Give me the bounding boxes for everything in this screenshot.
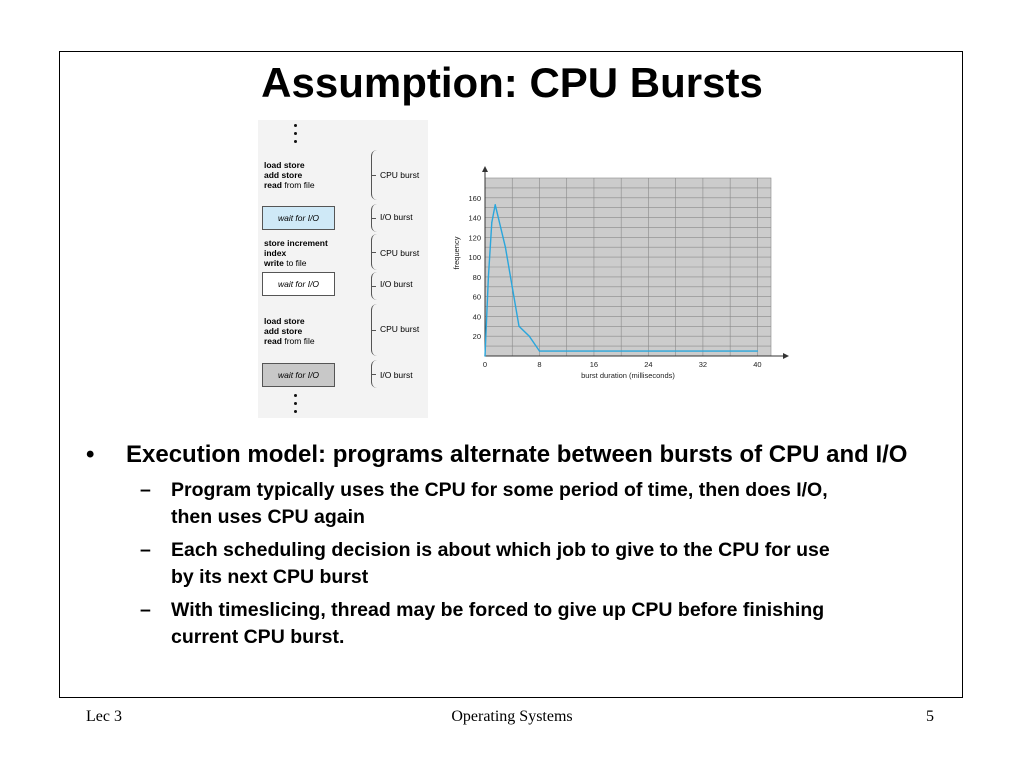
y-axis-arrow-icon — [482, 166, 488, 172]
y-tick-label: 120 — [468, 233, 481, 243]
sub-bullet — [86, 597, 831, 651]
data-point — [495, 204, 496, 205]
sub-bullet-text: Program typically uses the CPU for some period of time, then does I/O, then uses CPU again — [171, 479, 828, 528]
dash-marker: – — [140, 599, 151, 621]
brace-icon — [371, 150, 380, 200]
brace-icon — [371, 360, 380, 388]
wait-io-box-1: wait for I/O — [262, 206, 335, 230]
data-point — [488, 276, 489, 277]
code-block-1: load store add store read from file — [264, 160, 315, 190]
y-tick-label: 40 — [472, 312, 481, 322]
sub-bullet-text: With timeslicing, thread may be forced to give up CPU before finishing current CPU burst. — [171, 599, 825, 648]
x-tick-label: 16 — [589, 360, 599, 369]
wait-io-box-2: wait for I/O — [262, 272, 335, 296]
brace-label: CPU burst — [380, 248, 420, 258]
brace-label: CPU burst — [380, 324, 420, 334]
code-block-2: store increment index write to file — [264, 238, 328, 268]
y-tick-label: 20 — [472, 332, 481, 342]
dash-marker: – — [140, 479, 151, 501]
data-point — [518, 326, 519, 327]
sub-bullet — [86, 477, 831, 531]
footer-course: Operating Systems — [451, 708, 573, 725]
brace-label: CPU burst — [380, 170, 420, 180]
bullet-marker: • — [86, 441, 95, 468]
brace-label: I/O burst — [380, 279, 413, 289]
brace-label: I/O burst — [380, 370, 413, 380]
data-point — [505, 247, 506, 248]
code-block-3: load store add store read from file — [264, 316, 315, 346]
sub-bullet-text: Each scheduling decision is about which job to give to the CPU for use by its next CPU burst — [171, 539, 830, 588]
data-point — [757, 350, 758, 351]
brace-icon — [371, 272, 380, 300]
sub-bullet — [86, 537, 831, 591]
ellipsis-bottom-icon — [294, 394, 300, 418]
x-tick-label: 8 — [537, 360, 542, 369]
main-bullet — [86, 438, 946, 471]
x-tick-label: 24 — [644, 360, 653, 369]
y-tick-label: 100 — [468, 253, 481, 263]
x-tick-label: 32 — [698, 360, 708, 369]
y-tick-label: 140 — [468, 213, 481, 223]
x-axis-label: burst duration (milliseconds) — [581, 371, 675, 380]
x-tick-label: 40 — [753, 360, 762, 369]
bullet-list — [86, 438, 946, 657]
data-point — [484, 355, 485, 356]
data-point — [539, 350, 540, 351]
burst-sequence-figure — [258, 120, 428, 418]
x-axis-arrow-icon — [783, 353, 789, 359]
brace-icon — [371, 204, 380, 232]
slide-title: Assumption: CPU Bursts — [261, 59, 763, 106]
brace-label: I/O burst — [380, 212, 413, 222]
footer-page-number: 5 — [926, 708, 934, 725]
y-tick-label: 160 — [468, 193, 481, 203]
brace-icon — [371, 304, 380, 356]
wait-io-box-3: wait for I/O — [262, 363, 335, 387]
x-tick-label: 0 — [482, 360, 488, 369]
data-point — [529, 336, 530, 337]
footer-lecture: Lec 3 — [86, 708, 122, 725]
main-bullet-text: Execution model: programs alternate between bursts of CPU and I/O — [126, 441, 908, 468]
y-axis-label: frequency — [452, 236, 461, 270]
y-tick-label: 60 — [472, 292, 481, 302]
ellipsis-top-icon — [294, 124, 300, 148]
dash-marker: – — [140, 539, 151, 561]
y-tick-label: 80 — [472, 272, 481, 282]
burst-frequency-chart — [449, 160, 789, 400]
brace-icon — [371, 234, 380, 270]
data-point — [491, 222, 492, 223]
